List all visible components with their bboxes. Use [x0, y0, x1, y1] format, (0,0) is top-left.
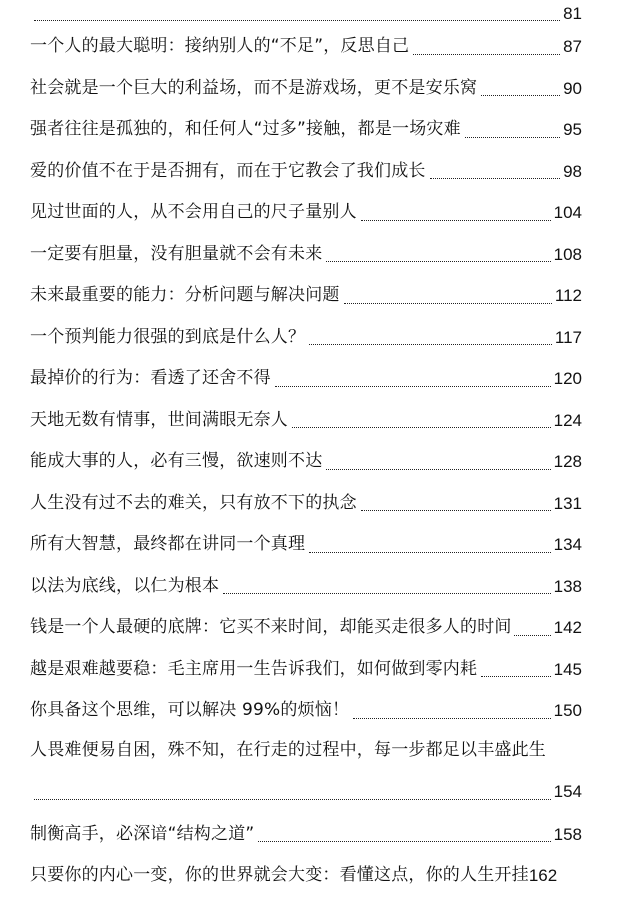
dot-leader — [465, 136, 560, 138]
toc-title: 以法为底线，以仁为根本 — [30, 575, 220, 596]
toc-entry[interactable] — [30, 649, 582, 691]
toc-entry[interactable] — [30, 26, 582, 68]
toc-entry[interactable] — [30, 317, 582, 359]
toc-page-number: 128 — [553, 452, 582, 472]
table-of-contents — [30, 0, 582, 897]
toc-page-number: 108 — [553, 244, 582, 264]
toc-title: 强者往往是孤独的，和任何人“过多”接触，都是一场灾难 — [30, 119, 461, 140]
dot-leader — [514, 634, 551, 636]
dot-leader — [361, 509, 551, 511]
toc-title: 一个人的最大聪明：接纳别人的“不足”，反思自己 — [30, 36, 410, 57]
toc-title: 钱是一个人最硬的底牌：它买不来时间，却能买走很多人的时间 — [30, 617, 512, 638]
dot-leader — [292, 426, 551, 428]
toc-page-number: 154 — [553, 782, 582, 801]
toc-title: 你具备这个思维，可以解决 99%的烦恼！ — [30, 700, 350, 721]
dot-leader — [258, 840, 550, 842]
toc-entry[interactable] — [30, 732, 582, 770]
toc-page-number: 158 — [553, 824, 582, 844]
dot-leader — [309, 343, 552, 345]
toc-page-number: 138 — [553, 576, 582, 596]
dot-leader — [34, 798, 551, 800]
toc-entry[interactable] — [30, 400, 582, 442]
toc-title: 只要你的内心一变，你的世界就会大变：看懂这点，你的人生开挂 — [30, 865, 529, 886]
toc-entry[interactable] — [30, 441, 582, 483]
toc-page-number: 142 — [553, 618, 582, 638]
toc-entry[interactable] — [30, 109, 582, 151]
dot-leader — [481, 94, 560, 96]
toc-entry[interactable] — [30, 483, 582, 525]
toc-title: 爱的价值不在于是否拥有，而在于它教会了我们成长 — [30, 160, 426, 181]
toc-page-number: 120 — [553, 369, 582, 389]
dot-leader — [309, 551, 550, 553]
toc-page-number: 117 — [554, 327, 582, 347]
toc-page-number: 90 — [563, 78, 582, 98]
toc-page-number: 134 — [553, 535, 582, 555]
toc-title: 越是艰难越要稳：毛主席用一生告诉我们，如何做到零内耗 — [30, 658, 478, 679]
toc-entry[interactable] — [30, 814, 582, 856]
dot-leader — [34, 19, 560, 21]
toc-page-number: 104 — [553, 203, 582, 223]
toc-entry[interactable] — [30, 524, 582, 566]
toc-page-number: 131 — [553, 493, 582, 513]
toc-title: 一定要有胆量，没有胆量就不会有未来 — [30, 243, 323, 264]
toc-entry[interactable] — [30, 0, 582, 26]
toc-page-number: 150 — [553, 701, 582, 721]
toc-title: 未来最重要的能力：分析问题与解决问题 — [30, 285, 340, 306]
dot-leader — [326, 260, 550, 262]
toc-title: 天地无数有情事，世间满眼无奈人 — [30, 409, 288, 430]
toc-page-number: 145 — [553, 659, 582, 679]
toc-entry[interactable] — [30, 690, 582, 732]
dot-leader — [326, 468, 550, 470]
dot-leader — [353, 717, 550, 719]
toc-page-number: 162 — [528, 866, 558, 886]
toc-title: 最掉价的行为：看透了还舍不得 — [30, 368, 271, 389]
toc-entry[interactable] — [30, 234, 582, 276]
toc-title: 一个预判能力很强的到底是什么人？ — [30, 326, 306, 347]
toc-entry[interactable] — [30, 68, 582, 110]
toc-title: 见过世面的人，从不会用自己的尺子量别人 — [30, 202, 357, 223]
dot-leader — [361, 219, 551, 221]
toc-entry[interactable] — [30, 855, 582, 897]
toc-entry[interactable] — [30, 607, 582, 649]
toc-title: 人生没有过不去的难关，只有放不下的执念 — [30, 492, 357, 513]
toc-page-number: 95 — [563, 120, 582, 140]
toc-page-number: 87 — [563, 37, 582, 57]
dot-leader — [413, 53, 560, 55]
dot-leader — [223, 592, 550, 594]
toc-entry[interactable] — [30, 192, 582, 234]
toc-page-number: 98 — [563, 161, 582, 181]
dot-leader — [430, 177, 560, 179]
dot-leader — [344, 302, 552, 304]
toc-title: 制衡高手，必深谙“结构之道” — [30, 823, 255, 844]
toc-title: 人畏难便易自困，殊不知，在行走的过程中，每一步都足以丰盛此生 — [30, 740, 546, 760]
toc-entry-continuation[interactable] — [30, 770, 582, 814]
dot-leader — [481, 675, 550, 677]
toc-page-number: 124 — [553, 410, 582, 430]
dot-leader — [275, 385, 551, 387]
toc-title: 能成大事的人，必有三慢，欲速则不达 — [30, 451, 323, 472]
toc-entry[interactable] — [30, 566, 582, 608]
toc-page-number: 112 — [554, 286, 582, 306]
toc-title: 所有大智慧，最终都在讲同一个真理 — [30, 534, 306, 555]
toc-entry[interactable] — [30, 151, 582, 193]
toc-entry[interactable] — [30, 275, 582, 317]
toc-title: 社会就是一个巨大的利益场，而不是游戏场，更不是安乐窝 — [30, 77, 478, 98]
toc-page-number: 81 — [563, 3, 582, 23]
toc-entry[interactable] — [30, 358, 582, 400]
